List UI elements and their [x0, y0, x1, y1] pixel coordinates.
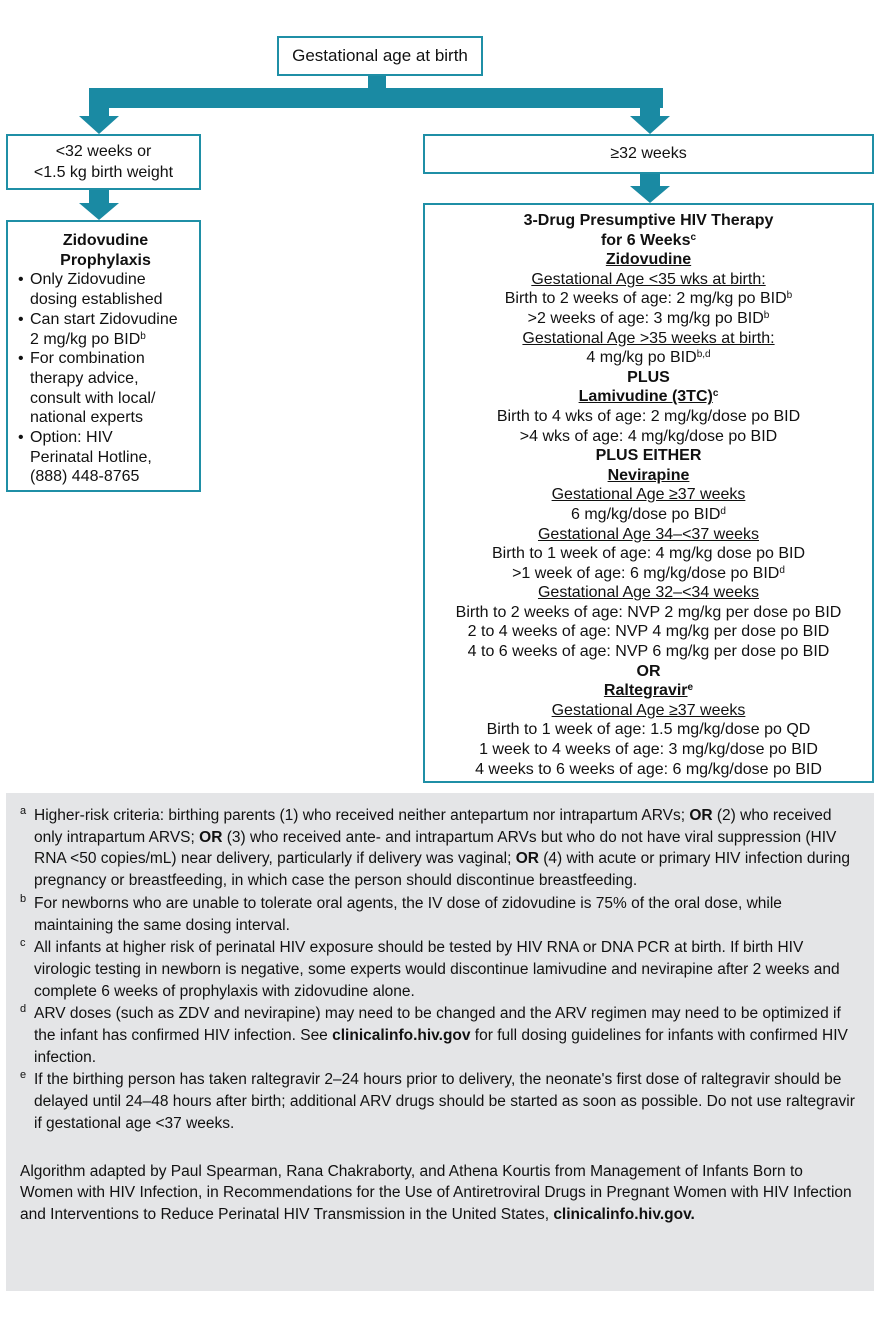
- footnote-text: All infants at higher risk of perinatal HIV exposure should be tested by HIV RNA or DNA PCR at birth. If birth HIV virologic testing in newborn is negative, some experts would discontinue lamivudine and nevirapine after 2 weeks and complete 6 weeks of prophylaxis with zidovudine alone.: [34, 939, 840, 1000]
- bullet-text: therapy advice,: [30, 369, 139, 387]
- bullet-text: • For combination: [30, 350, 145, 368]
- footnote-letter: c: [20, 937, 26, 950]
- footnote-ref: e: [687, 682, 694, 694]
- therapy-title-line2: [425, 231, 872, 251]
- nevirapine-ga2-line2: [425, 564, 872, 584]
- zidovudine-prophylaxis-title: [18, 231, 193, 270]
- or-label: OR: [636, 662, 661, 680]
- lamivudine-name: Lamivudine (3TC): [578, 388, 713, 406]
- therapy-title-text: for 6 Weeks: [600, 231, 691, 249]
- footnote-text: If the birthing person has taken raltegravir 2–24 hours prior to delivery, the neonate's first dose of raltegravir should be delayed until 24–48 hours after birth; additional ARV drugs should be started as soon as possible. Do not use raltegravir if gestational age <37 weeks.: [34, 1071, 855, 1132]
- footnote-ref: d: [779, 564, 785, 576]
- footnote-letter: e: [20, 1069, 27, 1082]
- gestational-age-label: Gestational age at birth: [292, 46, 468, 65]
- nevirapine-ga3-line1: Birth to 2 weeks of age: NVP 2 mg/kg per dose po BID: [455, 603, 842, 621]
- clinicalinfo-link[interactable]: clinicalinfo.hiv.gov: [332, 1027, 471, 1045]
- zidovudine-prophylaxis-box: [6, 220, 201, 492]
- nevirapine-heading: Nevirapine: [607, 466, 690, 484]
- dose-text: 4 mg/kg po BID: [586, 349, 697, 367]
- bullet-start-zidovudine: [18, 310, 193, 349]
- footnote-text: (4) with acute or primary HIV infection during pregnancy or breastfeeding, in which case the person should discontinue breastfeeding.: [34, 850, 850, 890]
- footnote-ref: c: [690, 231, 697, 243]
- footnote-letter: b: [20, 892, 27, 905]
- prophylaxis-bullet-list: [18, 270, 193, 487]
- footnote-ref: b: [763, 309, 770, 321]
- arrow-root-to-branches: [79, 76, 670, 134]
- lamivudine-line1: Birth to 4 wks of age: 2 mg/kg/dose po BID: [496, 407, 801, 425]
- title-line2: Prophylaxis: [60, 251, 151, 269]
- nevirapine-ga2-line1: Birth to 1 week of age: 4 mg/kg dose po BID: [491, 545, 806, 563]
- dose-text: >2 weeks of age: 3 mg/kg po BID: [527, 309, 764, 327]
- dose-text: >1 week of age: 6 mg/kg/dose po BID: [512, 564, 780, 582]
- source-link[interactable]: clinicalinfo.hiv.gov.: [553, 1205, 695, 1223]
- bullet-dosing-established: [18, 270, 193, 309]
- raltegravir-name: Raltegravir: [603, 682, 688, 700]
- footnote-ref: b,d: [696, 349, 711, 361]
- under-32-label-line2: <1.5 kg birth weight: [33, 164, 174, 181]
- bullet-text: • Option: HIV: [30, 429, 113, 447]
- bullet-text: [30, 330, 193, 350]
- footnote-d: [20, 1003, 858, 1068]
- dose-text: Birth to 2 weeks of age: 2 mg/kg po BID: [504, 290, 787, 308]
- footnotes-panel: [6, 793, 874, 1291]
- bullet-text: • Only Zidovudine: [30, 271, 146, 289]
- hotline-number: (888) 448-8765: [30, 468, 140, 486]
- zidovudine-ga2-header: Gestational Age >35 weeks at birth:: [522, 329, 775, 347]
- bullet-text: national experts: [30, 409, 143, 427]
- under-32-weeks-box: [6, 134, 201, 190]
- over-32-label: ≥32 weeks: [610, 145, 687, 162]
- nevirapine-ga3-header: Gestational Age 32–<34 weeks: [537, 584, 760, 602]
- zidovudine-ga1-line2: [425, 309, 872, 329]
- bullet-text: dosing established: [30, 291, 163, 309]
- raltegravir-line2: 1 week to 4 weeks of age: 3 mg/kg/dose po BID: [479, 741, 818, 759]
- zidovudine-ga1-line1: [425, 289, 872, 309]
- under-32-label-line1: <32 weeks or: [55, 143, 152, 160]
- source-attribution: [20, 1161, 858, 1226]
- raltegravir-line1: Birth to 1 week of age: 1.5 mg/kg/dose po QD: [486, 721, 811, 739]
- lamivudine-heading: [425, 387, 872, 407]
- footnote-e: [20, 1069, 858, 1134]
- gestational-age-box: [277, 36, 483, 76]
- footnote-text: For newborns who are unable to tolerate oral agents, the IV dose of zidovudine is 75% of the oral dose, while maintaining the same dosing interval.: [34, 894, 782, 934]
- footnote-text: (3) who received ante- and intrapartum ARVs but who do not have viral suppression (HIV RNA <50 copies/mL) near delivery, particularly if delivery was vaginal;: [34, 828, 837, 868]
- nevirapine-ga3-line2: 2 to 4 weeks of age: NVP 4 mg/kg per dose po BID: [467, 623, 830, 641]
- arrow-left-to-zidovudine: [79, 190, 119, 220]
- footnote-text: for full dosing guidelines for infants with confirmed HIV infection.: [34, 1027, 848, 1066]
- source-text: Algorithm adapted by Paul Spearman, Rana Chakraborty, and Athena Kourtis from Management of Infants Born to Women with HIV Infection, in Recommendations for the Use of Antiretroviral Drugs in Pregnant Women with HIV Infection and Interventions to Reduce Perinatal HIV Transmission in the United States,: [20, 1162, 852, 1223]
- footnote-ref: b: [786, 290, 793, 302]
- footnote-ref: b: [140, 330, 146, 342]
- bullet-hotline: [18, 428, 193, 487]
- three-drug-therapy-box: [423, 203, 874, 783]
- plus-either-label: PLUS EITHER: [595, 447, 702, 465]
- nevirapine-ga3-line3: 4 to 6 weeks of age: NVP 6 mg/kg per dose po BID: [467, 643, 830, 661]
- bullet-dose: 2 mg/kg po BID: [30, 330, 141, 348]
- bullet-text: consult with local/: [30, 389, 156, 407]
- footnote-b: [20, 893, 858, 936]
- bullet-text: Perinatal Hotline,: [30, 448, 152, 466]
- footnote-letter: a: [20, 805, 27, 817]
- raltegravir-ga1-header: Gestational Age ≥37 weeks: [551, 701, 746, 719]
- footnote-text: (2) who received only intrapartum ARVS;: [34, 807, 832, 846]
- footnote-c: [20, 937, 858, 1002]
- footnote-text: ARV doses (such as ZDV and nevirapine) may need to be changed and the ARV regimen may need to be optimized if the infant has confirmed HIV infection. See: [34, 1005, 841, 1045]
- plus-label: PLUS: [627, 368, 670, 386]
- raltegravir-line3: 4 weeks to 6 weeks of age: 6 mg/kg/dose po BID: [475, 760, 822, 778]
- therapy-title-line1: 3-Drug Presumptive HIV Therapy: [523, 212, 774, 229]
- nevirapine-ga1-line1: [425, 505, 872, 525]
- nevirapine-ga1-header: Gestational Age ≥37 weeks: [551, 486, 746, 504]
- raltegravir-heading: [425, 681, 872, 701]
- bullet-text: • Can start Zidovudine: [30, 310, 178, 328]
- bullet-combination-therapy: [18, 349, 193, 428]
- lamivudine-line2: >4 wks of age: 4 mg/kg/dose po BID: [519, 427, 778, 445]
- dose-text: 6 mg/kg/dose po BID: [571, 505, 721, 523]
- footnote-text: Higher-risk criteria: birthing parents (1) who received neither antepartum nor intrapartum ARVs;: [34, 807, 690, 824]
- zidovudine-ga1-header: Gestational Age <35 wks at birth:: [531, 270, 766, 288]
- nevirapine-ga2-header: Gestational Age 34–<37 weeks: [537, 525, 760, 543]
- footnote-letter: d: [20, 1003, 27, 1016]
- zidovudine-ga2-line1: [425, 348, 872, 368]
- footnote-ref: c: [712, 388, 719, 400]
- footnote-ref: d: [720, 505, 726, 517]
- title-line1: Zidovudine: [62, 232, 149, 249]
- zidovudine-heading: Zidovudine: [605, 251, 692, 269]
- footnote-or: OR: [515, 850, 539, 868]
- footnote-or: OR: [199, 828, 223, 846]
- footnote-a: [20, 805, 858, 892]
- over-32-weeks-box: [423, 134, 874, 174]
- footnote-or: OR: [689, 807, 713, 824]
- arrow-right-to-therapy: [630, 174, 670, 203]
